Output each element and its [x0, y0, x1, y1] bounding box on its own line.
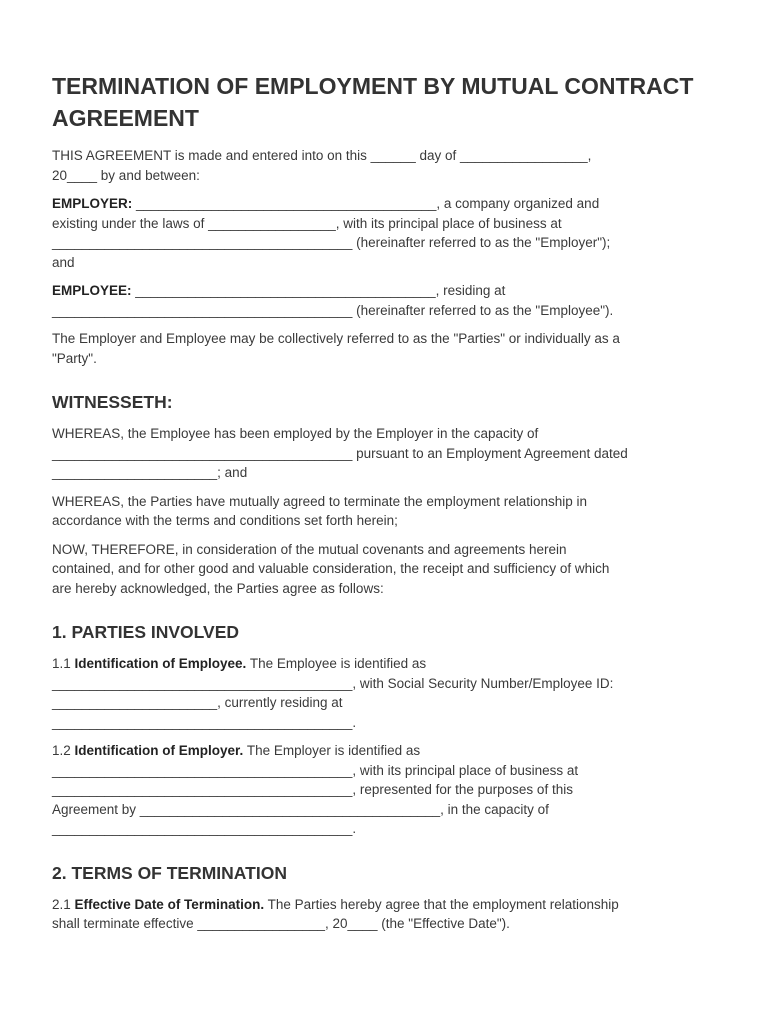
intro-paragraph: THIS AGREEMENT is made and entered into on this ______ day of _________________, 20____ by and between: — [52, 148, 592, 183]
employer-text: ________________________________________, a company organized and existing under the laws of _________________, with its principal place of business at ________________________________________ (hereinafter referred to as the "Employer"); and — [52, 196, 611, 270]
parties-note: The Employer and Employee may be collectively referred to as the "Parties" or individually as a "Party". — [52, 331, 620, 366]
witnesseth-heading: WITNESSETH: — [52, 392, 173, 412]
clause-1-2 — [52, 741, 720, 839]
employee-paragraph — [52, 281, 720, 320]
clause-2-1 — [52, 895, 720, 934]
whereas-paragraph-2: WHEREAS, the Parties have mutually agreed to terminate the employment relationship in accordance with the terms and conditions set forth herein; — [52, 493, 588, 528]
clause-1-2-label: Identification of Employer. — [74, 743, 244, 758]
document-title: TERMINATION OF EMPLOYMENT BY MUTUAL CONTRACT AGREEMENT — [52, 73, 694, 131]
clause-1-1-text: The Employee is identified as ________________________________________, with Social Security Number/Employee ID: ______________________, currently residing at ________________________________________. — [52, 656, 614, 730]
document-page — [52, 70, 720, 943]
clause-1-2-number: 1.2 — [52, 743, 75, 758]
clause-2-1-number: 2.1 — [52, 896, 75, 912]
employer-paragraph — [52, 194, 720, 272]
clause-1-2-text: The Employer is identified as ________________________________________, with its principal place of business at ________________________________________, represented for the purposes of this Agreement by ________________________________________, in the capacity of ________________________________________. — [52, 743, 579, 836]
employee-label: EMPLOYEE: — [52, 283, 132, 298]
clause-1-1 — [52, 654, 720, 732]
clause-2-1-text: The Parties hereby agree that the employment relationship shall terminate effective _________________, 20____ (the "Effective Date"). — [52, 896, 619, 931]
employee-text: ________________________________________, residing at ________________________________________ (hereinafter referred to as the "Employee"). — [52, 283, 614, 318]
employer-label: EMPLOYER: — [52, 196, 133, 211]
section-1-heading: 1. PARTIES INVOLVED — [52, 622, 240, 642]
section-2-heading: 2. TERMS OF TERMINATION — [52, 862, 287, 883]
whereas-paragraph-1: WHEREAS, the Employee has been employed by the Employer in the capacity of ________________________________________ pursuant to an Employment Agreement dated ______________________; and — [52, 426, 628, 480]
clause-2-1-label: Effective Date of Termination. — [74, 896, 265, 912]
clause-1-1-label: Identification of Employee. — [74, 656, 247, 671]
now-therefore-paragraph: NOW, THEREFORE, in consideration of the mutual covenants and agreements herein contained, and for other good and valuable consideration, the receipt and sufficiency of which are hereby acknowledged, the Parties agree as follows: — [52, 541, 610, 596]
clause-1-1-number: 1.1 — [52, 656, 75, 671]
